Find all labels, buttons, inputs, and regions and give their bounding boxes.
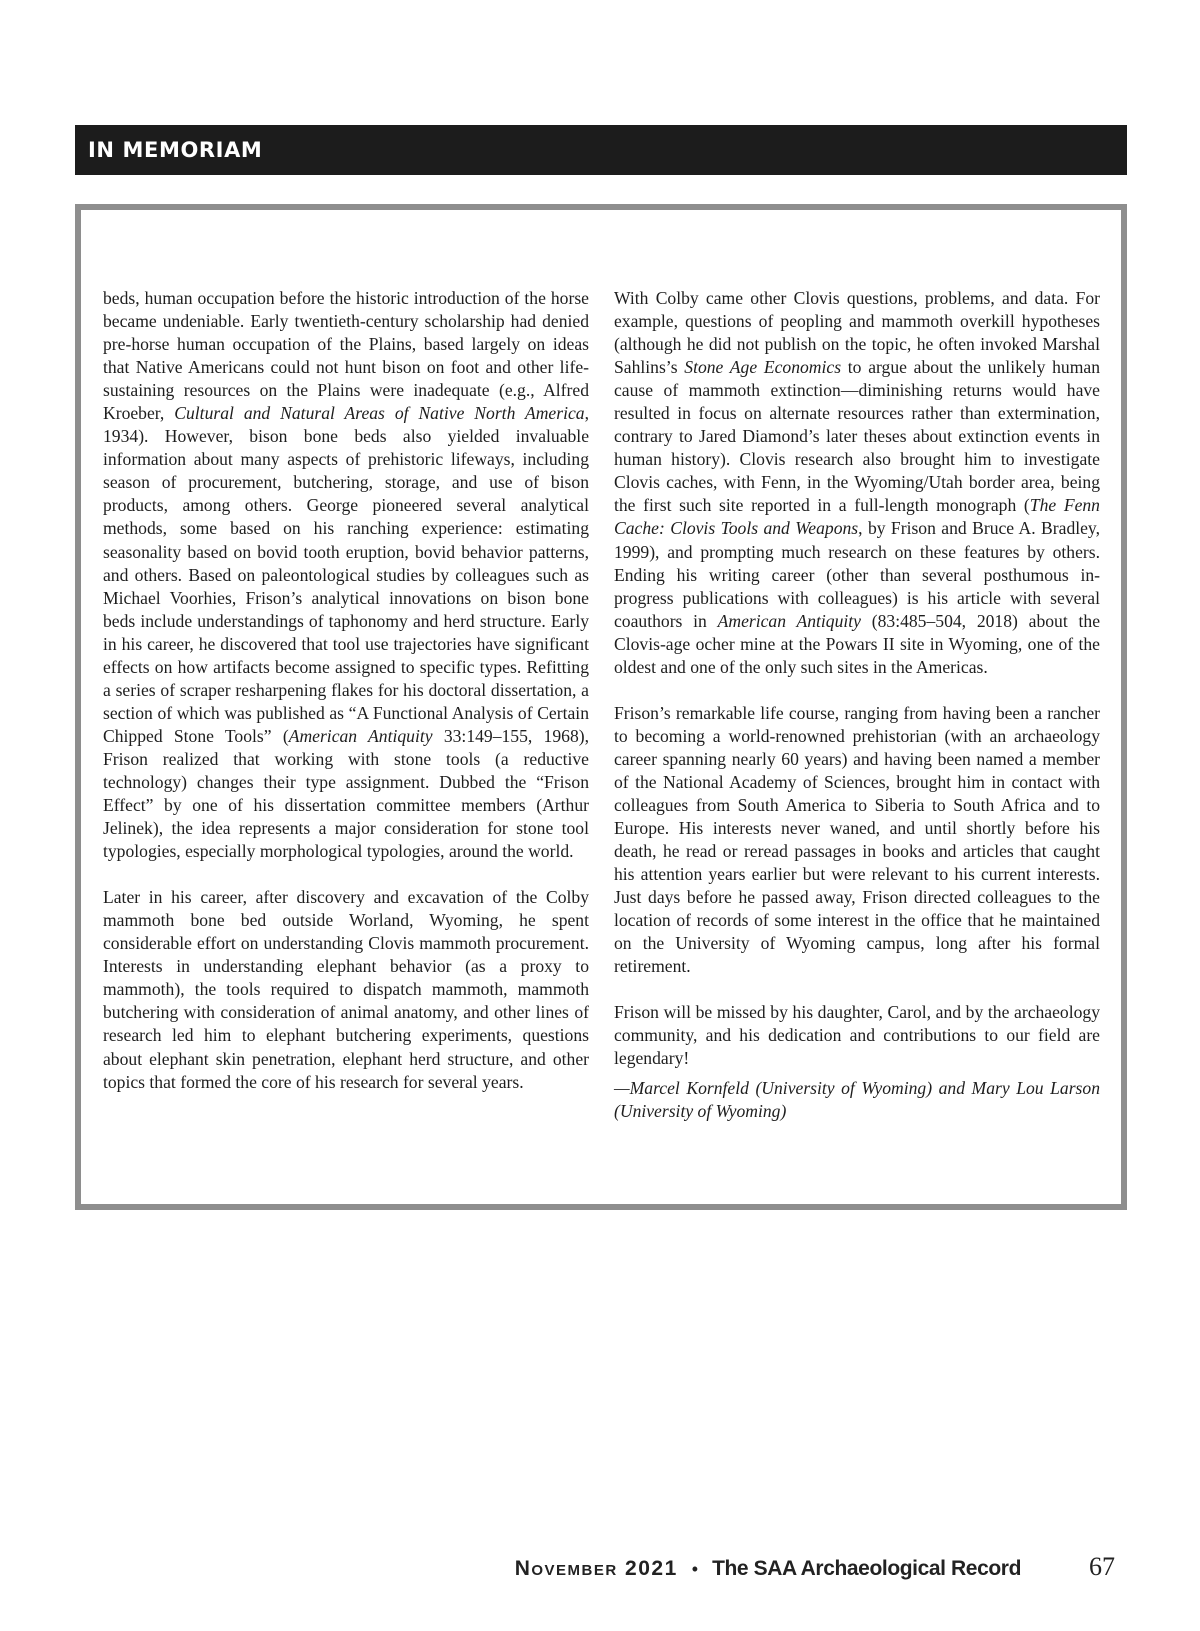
text-run: (83:485–504, 2018) about the Clovis-age ocher mine at the Powars II site in Wyoming, one of the oldest and one of the only such sites in the Americas. (614, 610, 1100, 677)
text-run: beds, human occupation before the historic introduction of the horse became undeniable. Early twentieth-century scholarship had denied pre-horse human occupation of the Plains, based largely on ideas that Native Americans could not hunt bison on foot and other life-sustaining resources on the Plains were inadequate (e.g., Alfred Kroeber, (103, 288, 589, 424)
text-run: With Colby came other Clovis questions, problems, and data. For example, questions of peopling and mammoth overkill hypotheses (although he did not publish on the topic, he often invoked Marshal Sahlins’s (614, 288, 1100, 378)
left-paragraph-2: Later in his career, after discovery and excavation of the Colby mammoth bone bed outside Worland, Wyoming, he spent considerable effort on understanding Clovis mammoth procurement. Interests in understanding elephant behavior (as a proxy to mammoth), the tools required to dispatch mammoth, mammoth butchering with consideration of animal anatomy, and other lines of research led him to elephant butchering experiments, questions about elephant skin penetration, elephant herd structure, and other topics that formed the core of his research for several years. (103, 887, 589, 1092)
journal-title: American Antiquity (288, 725, 433, 746)
bullet-separator: • (691, 1559, 699, 1579)
page-number: 67 (1089, 1552, 1115, 1581)
page-footer (515, 1552, 1115, 1582)
left-column (103, 287, 589, 1117)
right-paragraph-1 (614, 287, 1100, 679)
author-signature: —Marcel Kornfeld (University of Wyoming) and Mary Lou Larson (University of Wyoming) (614, 1077, 1100, 1121)
book-title: Cultural and Natural Areas of Native North America (174, 403, 585, 424)
journal-title: American Antiquity (717, 610, 861, 631)
publication-name: The SAA Archaeological Record (712, 1557, 1021, 1580)
text-run: to argue about the unlikely human cause of mammoth extinction—diminishing returns would have resulted in focus on alternate resources rather than extermination, contrary to Jared Diamond’s later theses about extinction events in human history). Clovis research also brought him to investigate Clovis caches, with Fenn, in the Wyoming/Utah border area, being the first such site reported in a full-length monograph ( (614, 357, 1100, 516)
right-column (614, 287, 1100, 1146)
issue-date: November 2021 (514, 1557, 678, 1580)
section-header-banner (75, 125, 1127, 175)
right-paragraph-3: Frison will be missed by his daughter, Carol, and by the archaeology community, and his dedication and contributions to our field are legendary! (614, 1002, 1100, 1069)
text-run: , by Frison and Bruce A. Bradley, 1999), and prompting much research on these features by others. Ending his writing career (other than several posthumous in-progress publications with colleagues) is his article with several coauthors in (614, 518, 1100, 631)
left-paragraph-1 (103, 287, 589, 863)
text-run: 33:149–155, 1968), Frison realized that working with stone tools (a reductive technology) changes their type assignment. Dubbed the “Frison Effect” by one of his dissertation committee members (Arthur Jelinek), the idea represents a major consideration for stone tool typologies, especially morphological typologies, around the world. (103, 725, 590, 862)
book-title: Stone Age Economics (684, 357, 842, 378)
text-run: , 1934). However, bison bone beds also yielded invaluable information about many aspects of prehistoric lifeways, including season of procurement, butchering, storage, and use of bison products, among others. George pioneered several analytical methods, some based on his ranching experience: estimating seasonality based on bovid tooth eruption, bovid behavior patterns, and others. Based on paleontological studies by colleagues such as Michael Voorhies, Frison’s analytical innovations on bison bone beds include understandings of taphonomy and herd structure. Early in his career, he discovered that tool use trajectories have significant effects on how artifacts become assigned to specific types. Refitting a series of scraper resharpening flakes for his doctoral dissertation, a section of which was published as “A Functional Analysis of Certain Chipped Stone Tools” ( (103, 403, 589, 746)
section-title: IN MEMORIAM (88, 138, 263, 162)
book-title: The Fenn Cache: Clovis Tools and Weapons (614, 495, 1100, 539)
right-paragraph-2: Frison’s remarkable life course, ranging from having been a rancher to becoming a world-renowned prehistorian (with an archaeology career spanning nearly 60 years) and having been named a member of the National Academy of Sciences, brought him in contact with colleagues from South America to Siberia to South Africa and to Europe. His interests never waned, and until shortly before his death, he read or reread passages in books and articles that caught his attention years earlier but were relevant to his current interests. Just days before he passed away, Frison directed colleagues to the location of records of some interest in the office that he maintained on the University of Wyoming campus, long after his formal retirement. (614, 702, 1100, 977)
